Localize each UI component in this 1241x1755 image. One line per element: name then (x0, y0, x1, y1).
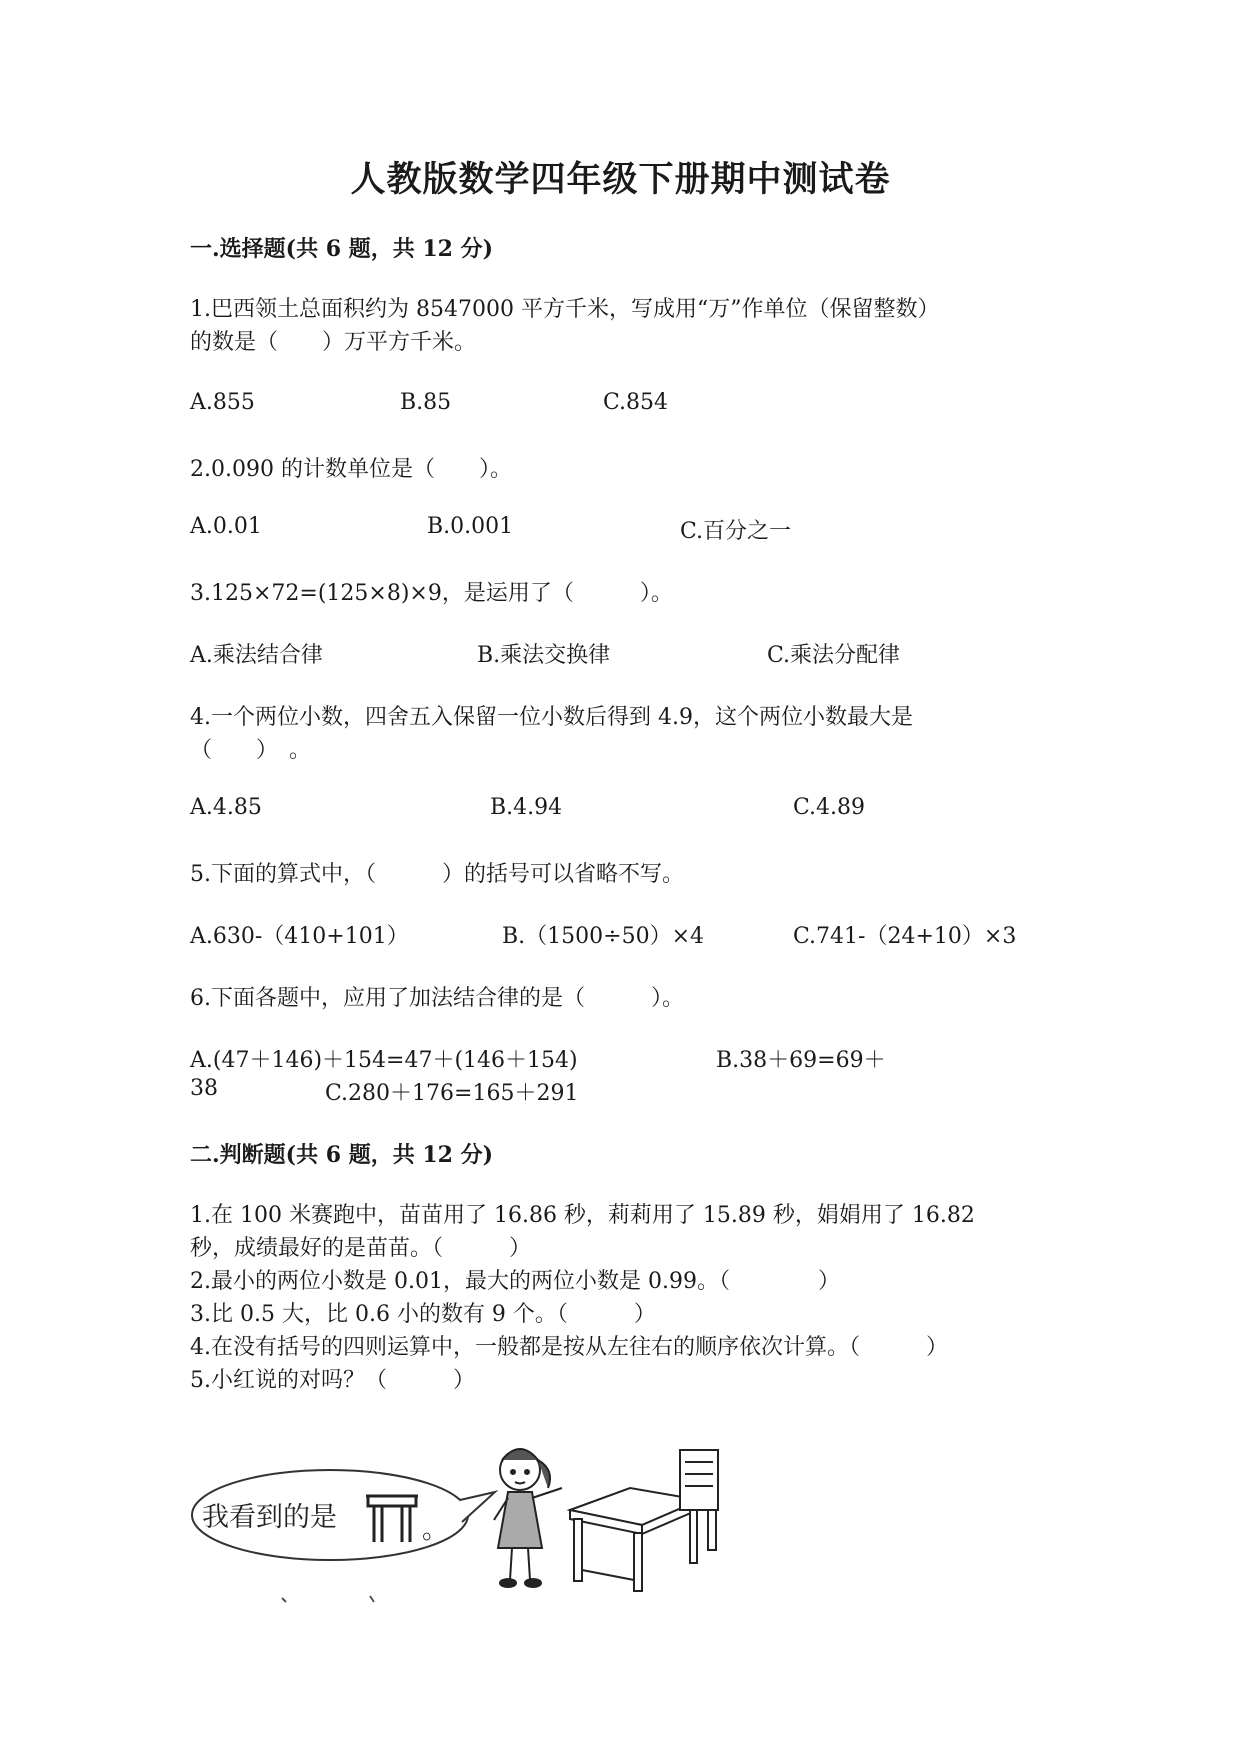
judgement-1-line-1: 1.在 100 米赛跑中，苗苗用了 16.86 秒，莉莉用了 15.89 秒，娟娟用了 16.82 (190, 1203, 975, 1228)
judgement-1-line-2: 秒，成绩最好的是苗苗。（ ） (190, 1236, 532, 1261)
question-5-line-1: 5.下面的算式中，（ ）的括号可以省略不写。 (190, 862, 684, 887)
judgement-5: 5.小红说的对吗？（ ） (190, 1368, 475, 1393)
speech-text: 我看到的是 (202, 1502, 337, 1533)
question-2-line-1: 2.0.090 的计数单位是（ ）。 (190, 457, 512, 482)
speech-bubble-tail (460, 1492, 495, 1522)
question-3-option-c: C.乘法分配律 (767, 643, 901, 668)
question-2-option-a: A.0.01 (190, 514, 262, 539)
girl-figure (494, 1449, 562, 1587)
question-3-option-b: B.乘法交换律 (477, 643, 611, 668)
section-heading-choice: 一.选择题(共 6 题，共 12 分) (190, 236, 494, 262)
question-1-option-c: C.854 (603, 390, 669, 415)
judgement-4: 4.在没有括号的四则运算中，一般都是按从左往右的顺序依次计算。（ ） (190, 1335, 948, 1360)
judgement-3: 3.比 0.5 大，比 0.6 小的数有 9 个。（ ） (190, 1302, 656, 1327)
page-title: 人教版数学四年级下册期中测试卷 (350, 159, 891, 200)
question-1-option-b: B.85 (400, 390, 452, 415)
question-4-line-1: 4.一个两位小数，四舍五入保留一位小数后得到 4.9，这个两位小数最大是 (190, 705, 913, 730)
question-4-line-2: （ ） 。 (190, 738, 312, 763)
judgement-2: 2.最小的两位小数是 0.01，最大的两位小数是 0.99。（ ） (190, 1269, 840, 1294)
question-4-option-b: B.4.94 (490, 795, 563, 820)
question-3-line-1: 3.125×72=(125×8)×9，是运用了（ ）。 (190, 581, 673, 606)
question-6-option-c: C.280＋176=165＋291 (325, 1081, 579, 1106)
question-5-option-b: B.（1500÷50）×4 (502, 924, 705, 949)
question-4-option-c: C.4.89 (793, 795, 866, 820)
mark-right (370, 1596, 374, 1602)
question-6-option-a: A.(47＋146)＋154=47＋(146＋154) (190, 1048, 578, 1073)
chair-drawing (680, 1450, 718, 1550)
question-6-option-b: B.38＋69=69＋ (716, 1048, 886, 1073)
question-1-line-1: 1.巴西领土总面积约为 8547000 平方千米，写成用“万”作单位（保留整数） (190, 297, 940, 322)
question-2-option-c: C.百分之一 (680, 519, 792, 544)
question-1-line-2: 的数是（ ）万平方千米。 (190, 330, 477, 355)
section-heading-judgement: 二.判断题(共 6 题，共 12 分) (190, 1142, 494, 1168)
question-5-option-c: C.741-（24+10）×3 (793, 924, 1017, 949)
question-5-option-a: A.630-（410+101） (190, 924, 409, 949)
illustration-girl-table (190, 1430, 750, 1610)
speech-end-text: 。 (422, 1515, 449, 1545)
illustration-svg (190, 1430, 750, 1610)
question-2-option-b: B.0.001 (427, 514, 514, 539)
mark-left (282, 1598, 286, 1602)
question-6-option-b-continued: 38 (190, 1076, 218, 1101)
question-3-option-a: A.乘法结合律 (190, 643, 323, 668)
question-4-option-a: A.4.85 (190, 795, 262, 820)
question-6-line-1: 6.下面各题中，应用了加法结合律的是（ ）。 (190, 986, 684, 1011)
question-1-option-a: A.855 (190, 390, 255, 415)
